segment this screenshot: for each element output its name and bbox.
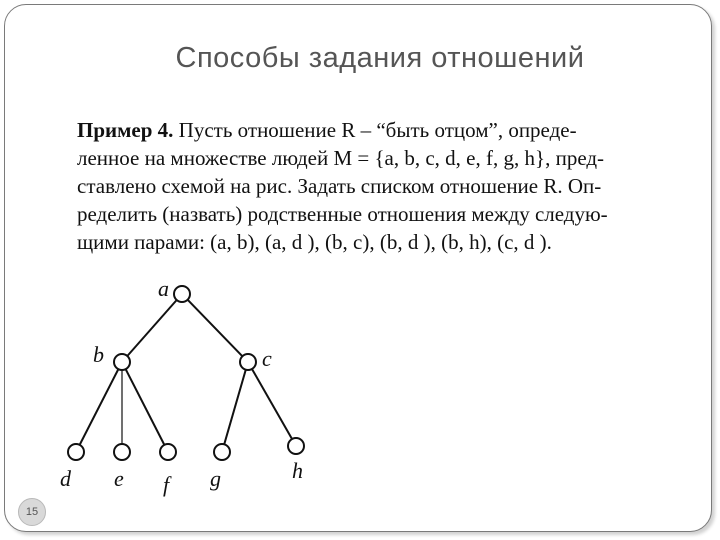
node-f bbox=[160, 444, 176, 460]
example-line-3: ставлено схемой на рис. Задать списком отношение R. Оп- bbox=[77, 174, 602, 198]
node-label-f: f bbox=[163, 472, 170, 497]
example-line-4: ределить (назвать) родственные отношения между следую- bbox=[77, 202, 608, 226]
node-g bbox=[214, 444, 230, 460]
node-label-d: d bbox=[60, 466, 71, 491]
tree-edges bbox=[80, 300, 292, 445]
tree-nodes bbox=[68, 286, 304, 460]
example-lead: Пример 4. bbox=[77, 118, 174, 142]
edge-a-c bbox=[188, 300, 243, 357]
node-c bbox=[240, 354, 256, 370]
slide-title: Способы задания отношений bbox=[175, 42, 585, 74]
example-line-1-text: Пусть отношение R – “быть отцом”, опреде- bbox=[173, 118, 577, 142]
tree-labels bbox=[60, 276, 303, 497]
edge-c-h bbox=[252, 369, 292, 439]
edge-c-g bbox=[224, 370, 246, 445]
node-label-a: a bbox=[158, 276, 169, 301]
edge-b-f bbox=[126, 369, 165, 445]
example-line-2: ленное на множестве людей M = {a, b, c, d, e, f, g, h}, пред- bbox=[77, 146, 605, 170]
node-label-h: h bbox=[292, 458, 303, 483]
node-e bbox=[114, 444, 130, 460]
node-d bbox=[68, 444, 84, 460]
node-label-g: g bbox=[210, 466, 221, 491]
node-label-b: b bbox=[93, 342, 104, 367]
edge-a-b bbox=[127, 300, 176, 356]
node-a bbox=[174, 286, 190, 302]
node-b bbox=[114, 354, 130, 370]
page-number-badge: 15 bbox=[18, 498, 46, 526]
node-h bbox=[288, 438, 304, 454]
node-label-e: e bbox=[114, 466, 124, 491]
example-line-5: щими парами: (a, b), (a, d ), (b, c), (b, d ), (b, h), (c, d ). bbox=[77, 230, 552, 254]
edge-b-d bbox=[80, 369, 119, 445]
node-label-c: c bbox=[262, 346, 272, 371]
